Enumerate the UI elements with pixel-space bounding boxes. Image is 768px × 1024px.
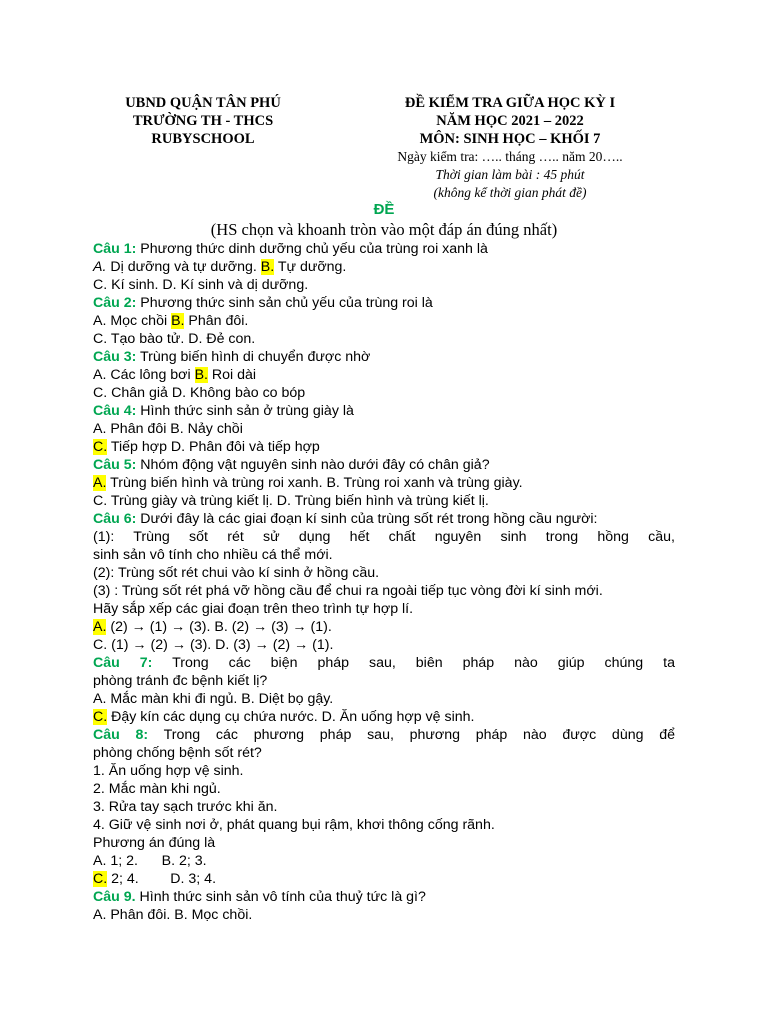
answer-line: C. (1) → (2) → (3). D. (3) → (2) → (1). (93, 637, 334, 653)
correct-answer-highlight: B. (194, 367, 208, 383)
question-7 (93, 654, 675, 672)
instruction: (HS chọn và khoanh tròn vào một đáp án đúng nhất) (210, 220, 558, 239)
correct-answer-highlight: A. (93, 619, 107, 635)
answer-line (93, 312, 675, 330)
question-4 (93, 402, 675, 420)
question-1 (93, 240, 675, 258)
option-text: A. Mọc chồi (93, 313, 172, 329)
question-label: Câu 1: (93, 241, 137, 257)
option-text: A. Các lông bơi (93, 367, 195, 383)
correct-answer-highlight: C. (93, 709, 108, 725)
exam-date: Ngày kiểm tra: ….. tháng ….. năm 20….. (397, 149, 623, 164)
answer-line (93, 708, 675, 726)
correct-answer-highlight: A. (93, 475, 107, 491)
answer-line: C. Kí sinh. D. Kí sinh và dị dưỡng. (93, 277, 309, 293)
answer-line (93, 870, 675, 888)
answer-line (93, 258, 675, 276)
answer-line: C. Tạo bào tử. D. Đẻ con. (93, 331, 256, 347)
option-text: Đậy kín các dụng cụ chứa nước. D. Ăn uống hợp vệ sinh. (107, 709, 475, 725)
question-text: Nhóm động vật nguyên sinh nào dưới đây có chân giả? (136, 457, 490, 473)
question-6 (93, 510, 675, 528)
school-info (88, 94, 318, 148)
option-item: 4. Giữ vệ sinh nơi ở, phát quang bụi rậm, khơi thông cống rãnh. (93, 817, 495, 833)
correct-answer-highlight: B. (171, 313, 185, 329)
school-year: NĂM HỌC 2021 – 2022 (436, 113, 584, 129)
answer-line: C. Chân giả D. Không bào co bóp (93, 385, 306, 401)
answer-line: A. Phân đôi B. Nảy chồi (93, 421, 243, 437)
option-text: Phân đôi. (184, 313, 249, 329)
correct-answer-highlight: C. (93, 439, 108, 455)
stage-2: (2): Trùng sốt rét chui vào kí sinh ở hồng cầu. (93, 565, 380, 581)
exam-title: ĐỀ KIỂM TRA GIỮA HỌC KỲ I (404, 95, 616, 111)
question-label: Câu 9. (93, 889, 136, 905)
question-3 (93, 348, 675, 366)
question-9 (93, 888, 675, 906)
exam-time-note: (không kể thời gian phát đề) (433, 185, 587, 200)
question-text: Hình thức sinh sản vô tính của thuỷ tức là gì? (135, 889, 426, 905)
question-text: Hình thức sinh sản ở trùng giày là (136, 403, 354, 419)
answer-line (93, 438, 675, 456)
option-label: A. (93, 259, 107, 275)
option-item: 2. Mắc màn khi ngủ. (93, 781, 221, 797)
district-name: UBND QUẬN TÂN PHÚ (125, 95, 281, 111)
option-text: Trùng biến hình và trùng roi xanh. B. Trùng roi xanh và trùng giày. (106, 475, 523, 491)
question-text: Phương thức dinh dưỡng chủ yếu của trùng roi xanh là (136, 241, 488, 257)
correct-answer-highlight: B. (260, 259, 275, 275)
school-brand: RUBYSCHOOL (151, 131, 255, 147)
question-label: Câu 7: (93, 655, 153, 671)
question-text: Dưới đây là các giai đoạn kí sinh của trùng sốt rét trong hồng cầu người: (136, 511, 598, 527)
stage-1-cont: sinh sản vô tính cho nhiều cá thể mới. (93, 547, 333, 563)
question-label: Câu 6: (93, 511, 137, 527)
answer-line: A. Mắc màn khi đi ngủ. B. Diệt bọ gậy. (93, 691, 334, 707)
question-text: Trong các phương pháp sau, phương pháp nào được dùng để (148, 727, 676, 743)
option-text: Tiếp hợp D. Phân đôi và tiếp hợp (107, 439, 320, 455)
option-text: Tự dưỡng. (274, 259, 347, 275)
exam-info (330, 94, 690, 202)
answer-line (93, 618, 675, 636)
question-text: Trùng biến hình di chuyển được nhờ (136, 349, 371, 365)
question-label: Câu 2: (93, 295, 137, 311)
de-label: ĐỀ (373, 201, 395, 218)
subject: MÔN: SINH HỌC – KHỐI 7 (419, 131, 601, 147)
correct-answer-highlight: C. (93, 871, 108, 887)
question-2 (93, 294, 675, 312)
option-item: 1. Ăn uống hợp vệ sinh. (93, 763, 244, 779)
question-8 (93, 726, 675, 744)
answer-line: C. Trùng giày và trùng kiết lị. D. Trùng biến hình và trùng kiết lị. (93, 493, 489, 509)
answer-line: A. 1; 2. B. 2; 3. (93, 853, 207, 869)
question-5 (93, 456, 675, 474)
option-text: (2) → (1) → (3). B. (2) → (3) → (1). (106, 619, 332, 635)
stage-3: (3) : Trùng sốt rét phá vỡ hồng cầu để chui ra ngoài tiếp tục vòng đời kí sinh mới. (93, 583, 603, 599)
question-list (93, 240, 675, 924)
question-label: Câu 4: (93, 403, 137, 419)
option-item: 3. Rửa tay sạch trước khi ăn. (93, 799, 278, 815)
question-label: Câu 8: (93, 727, 149, 743)
question-label: Câu 5: (93, 457, 137, 473)
question-text: Phương thức sinh sản chủ yếu của trùng roi là (136, 295, 433, 311)
answer-line (93, 474, 675, 492)
question-text: Trong các biện pháp sau, biên pháp nào giúp chúng ta (152, 655, 675, 671)
answer-line: A. Phân đôi. B. Mọc chồi. (93, 907, 253, 923)
stage-1: (1): Trùng sốt rét sử dụng hết chất nguyên sinh trong hồng cầu, (93, 529, 675, 545)
option-text: Roi dài (207, 367, 257, 383)
answer-line (93, 366, 675, 384)
option-text: Dị dưỡng và tự dưỡng. (106, 259, 261, 275)
option-text: 2; 4. D. 3; 4. (107, 871, 217, 887)
question-text-cont: phòng tránh đc bệnh kiết lị? (93, 673, 268, 689)
question-label: Câu 3: (93, 349, 137, 365)
instruction-sort: Hãy sắp xếp các giai đoạn trên theo trình tự hợp lí. (93, 601, 414, 617)
school-name: TRƯỜNG TH - THCS (132, 113, 274, 129)
question-text-cont: phòng chống bệnh sốt rét? (93, 745, 262, 761)
answer-prompt: Phương án đúng là (93, 835, 216, 851)
exam-time: Thời gian làm bài : 45 phút (435, 167, 585, 182)
